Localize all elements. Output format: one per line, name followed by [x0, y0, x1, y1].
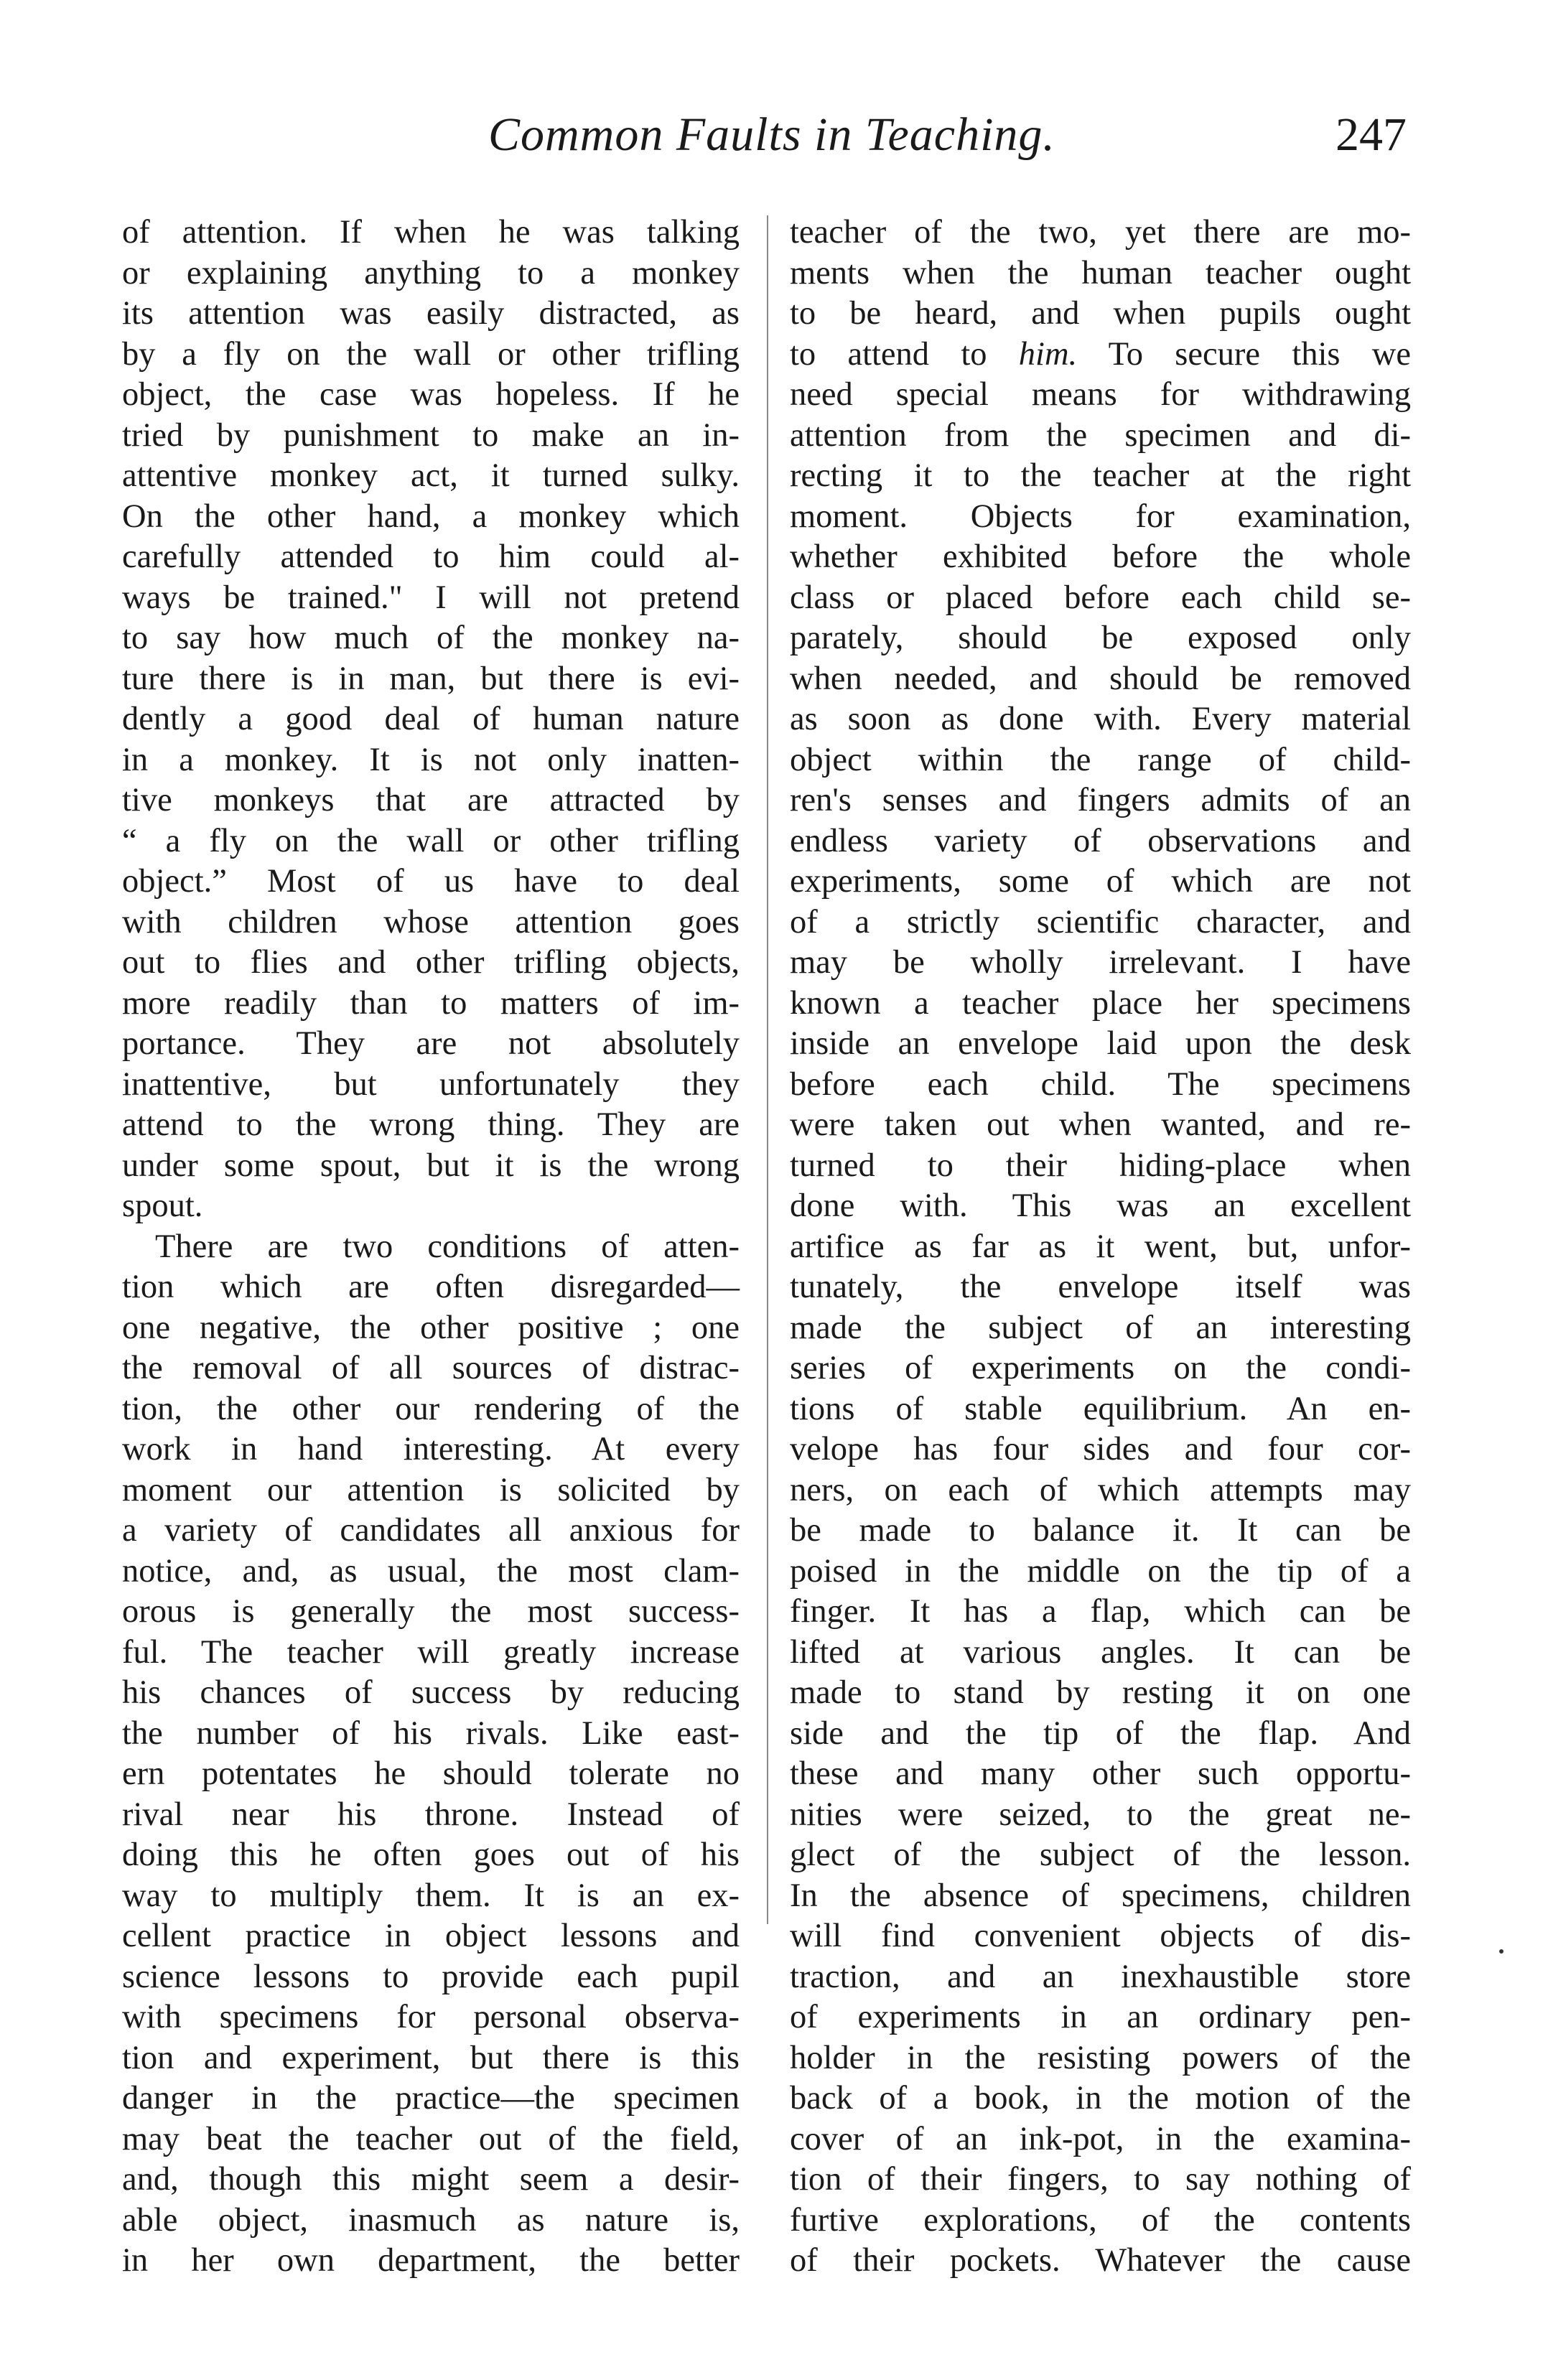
text-line: when needed, and should be removed	[790, 660, 1411, 697]
text-line: ern potentates he should tolerate no	[122, 1755, 740, 1792]
text-line: will find convenient objects of dis-	[790, 1918, 1411, 1954]
text-line: recting it to the teacher at the right	[790, 457, 1411, 494]
text-line: out to flies and other trifling objects,	[122, 944, 740, 981]
text-line: attention from the specimen and di-	[790, 416, 1411, 454]
running-head	[0, 108, 1543, 165]
text-line: made to stand by resting it on one	[790, 1674, 1411, 1711]
text-line: portance. They are not absolutely	[122, 1025, 740, 1062]
text-line: able object, inasmuch as nature is,	[122, 2201, 740, 2239]
text-line: cover of an ink-pot, in the examina-	[790, 2120, 1411, 2157]
text-line: holder in the resisting powers of the	[790, 2039, 1411, 2076]
text-line: There are two conditions of atten-	[155, 1228, 740, 1265]
emphasis-him: him.	[1018, 335, 1078, 373]
text-line: whether exhibited before the whole	[790, 538, 1411, 575]
text-line: the removal of all sources of distrac-	[122, 1350, 740, 1386]
text-line: attend to the wrong thing. They are	[122, 1106, 740, 1143]
text-line: tion and experiment, but there is this	[122, 2039, 740, 2076]
text-line: inattentive, but unfortunately they	[122, 1065, 740, 1103]
column-divider	[767, 215, 768, 1924]
text-line: and, though this might seem a desir-	[122, 2161, 740, 2198]
text-line: back of a book, in the motion of the	[790, 2080, 1411, 2117]
text-line: On the other hand, a monkey which	[122, 498, 740, 535]
text-line	[790, 335, 1411, 375]
text-line: tried by punishment to make an in-	[122, 416, 740, 454]
text-line: made the subject of an interesting	[790, 1309, 1411, 1346]
text-line: nities were seized, to the great ne-	[790, 1796, 1411, 1833]
text-line: of a strictly scientific character, and	[790, 903, 1411, 941]
text-line: tions of stable equilibrium. An en-	[790, 1390, 1411, 1427]
text-line: may beat the teacher out of the field,	[122, 2120, 740, 2157]
text-line: moment our attention is solicited by	[122, 1471, 740, 1508]
text-line: in a monkey. It is not only inatten-	[122, 741, 740, 778]
text-line: tive monkeys that are attracted by	[122, 782, 740, 818]
text-line: tion of their fingers, to say nothing of	[790, 2161, 1411, 2198]
text-line: need special means for withdrawing	[790, 376, 1411, 413]
text-line: moment. Objects for examination,	[790, 498, 1411, 535]
text-line: under some spout, but it is the wrong	[122, 1147, 740, 1184]
text-line: object, the case was hopeless. If he	[122, 376, 740, 413]
text-line: ful. The teacher will greatly increase	[122, 1633, 740, 1671]
text-line: cellent practice in object lessons and	[122, 1918, 740, 1954]
text-line: side and the tip of the flap. And	[790, 1714, 1411, 1752]
text-line: to say how much of the monkey na-	[122, 620, 740, 656]
text-line: parately, should be exposed only	[790, 620, 1411, 656]
text-segment: to attend to	[790, 335, 987, 373]
text-line: work in hand interesting. At every	[122, 1431, 740, 1467]
text-line: of their pockets. Whatever the cause	[790, 2242, 1411, 2279]
text-line: tion, the other our rendering of the	[122, 1390, 740, 1427]
text-line: before each child. The specimens	[790, 1065, 1411, 1103]
text-line: the number of his rivals. Like east-	[122, 1714, 740, 1752]
text-line: notice, and, as usual, the most clam-	[122, 1552, 740, 1590]
text-line: one negative, the other positive ; one	[122, 1309, 740, 1346]
text-line: series of experiments on the condi-	[790, 1350, 1411, 1386]
text-line: of experiments in an ordinary pen-	[790, 1999, 1411, 2035]
text-line: finger. It has a flap, which can be	[790, 1593, 1411, 1630]
text-line: teacher of the two, yet there are mo-	[790, 214, 1411, 251]
text-line: ren's senses and fingers admits of an	[790, 782, 1411, 818]
text-line: more readily than to matters of im-	[122, 984, 740, 1022]
text-line: to be heard, and when pupils ought	[790, 295, 1411, 332]
right-column	[790, 213, 1411, 2282]
text-line: class or placed before each child se-	[790, 579, 1411, 616]
text-line: In the absence of specimens, children	[790, 1877, 1411, 1914]
left-column	[122, 213, 740, 2282]
text-line: object within the range of child-	[790, 741, 1411, 778]
text-line: traction, and an inexhaustible store	[790, 1958, 1411, 1995]
text-line: may be wholly irrelevant. I have	[790, 944, 1411, 981]
text-line: or explaining anything to a monkey	[122, 254, 740, 291]
text-line: turned to their hiding-place when	[790, 1147, 1411, 1184]
text-segment: To secure this we	[1108, 335, 1411, 373]
text-line: experiments, some of which are not	[790, 863, 1411, 900]
text-line: ture there is in man, but there is evi-	[122, 660, 740, 697]
page-number: 247	[1335, 108, 1407, 161]
text-line: rival near his throne. Instead of	[122, 1796, 740, 1833]
text-line: carefully attended to him could al-	[122, 538, 740, 575]
text-line: attentive monkey act, it turned sulky.	[122, 457, 740, 494]
text-line: in her own department, the better	[122, 2242, 740, 2279]
text-line: of attention. If when he was talking	[122, 214, 740, 251]
text-line: known a teacher place her specimens	[790, 984, 1411, 1022]
text-line: inside an envelope laid upon the desk	[790, 1025, 1411, 1062]
text-line: his chances of success by reducing	[122, 1674, 740, 1711]
text-line: as soon as done with. Every material	[790, 701, 1411, 737]
text-line: be made to balance it. It can be	[790, 1512, 1411, 1549]
text-line: ners, on each of which attempts may	[790, 1471, 1411, 1508]
text-line: done with. This was an excellent	[790, 1187, 1411, 1224]
text-line: artifice as far as it went, but, unfor-	[790, 1228, 1411, 1265]
text-line: lifted at various angles. It can be	[790, 1633, 1411, 1671]
text-line: science lessons to provide each pupil	[122, 1958, 740, 1995]
text-line: furtive explorations, of the contents	[790, 2201, 1411, 2239]
text-line: by a fly on the wall or other trifling	[122, 335, 740, 373]
text-line: “ a fly on the wall or other trifling	[122, 822, 740, 859]
text-line: spout.	[122, 1187, 203, 1224]
ink-speck	[1499, 1949, 1504, 1954]
text-line: tunately, the envelope itself was	[790, 1269, 1411, 1305]
text-line: dently a good deal of human nature	[122, 701, 740, 737]
text-line: velope has four sides and four cor-	[790, 1431, 1411, 1467]
text-line: were taken out when wanted, and re-	[790, 1106, 1411, 1143]
text-line: ways be trained." I will not pretend	[122, 579, 740, 616]
text-line: tion which are often disregarded—	[122, 1269, 740, 1305]
text-line: glect of the subject of the lesson.	[790, 1837, 1411, 1873]
text-line: doing this he often goes out of his	[122, 1837, 740, 1873]
running-title: Common Faults in Teaching.	[488, 108, 1055, 161]
text-line: danger in the practice—the specimen	[122, 2080, 740, 2117]
text-line: with specimens for personal observa-	[122, 1999, 740, 2035]
text-line: endless variety of observations and	[790, 822, 1411, 859]
text-line: these and many other such opportu-	[790, 1755, 1411, 1792]
text-line: a variety of candidates all anxious for	[122, 1512, 740, 1549]
text-line: with children whose attention goes	[122, 903, 740, 941]
text-line: its attention was easily distracted, as	[122, 295, 740, 332]
text-line: object.” Most of us have to deal	[122, 863, 740, 900]
text-line: way to multiply them. It is an ex-	[122, 1877, 740, 1914]
text-line: orous is generally the most success-	[122, 1593, 740, 1630]
text-line: ments when the human teacher ought	[790, 254, 1411, 291]
text-line: poised in the middle on the tip of a	[790, 1552, 1411, 1590]
